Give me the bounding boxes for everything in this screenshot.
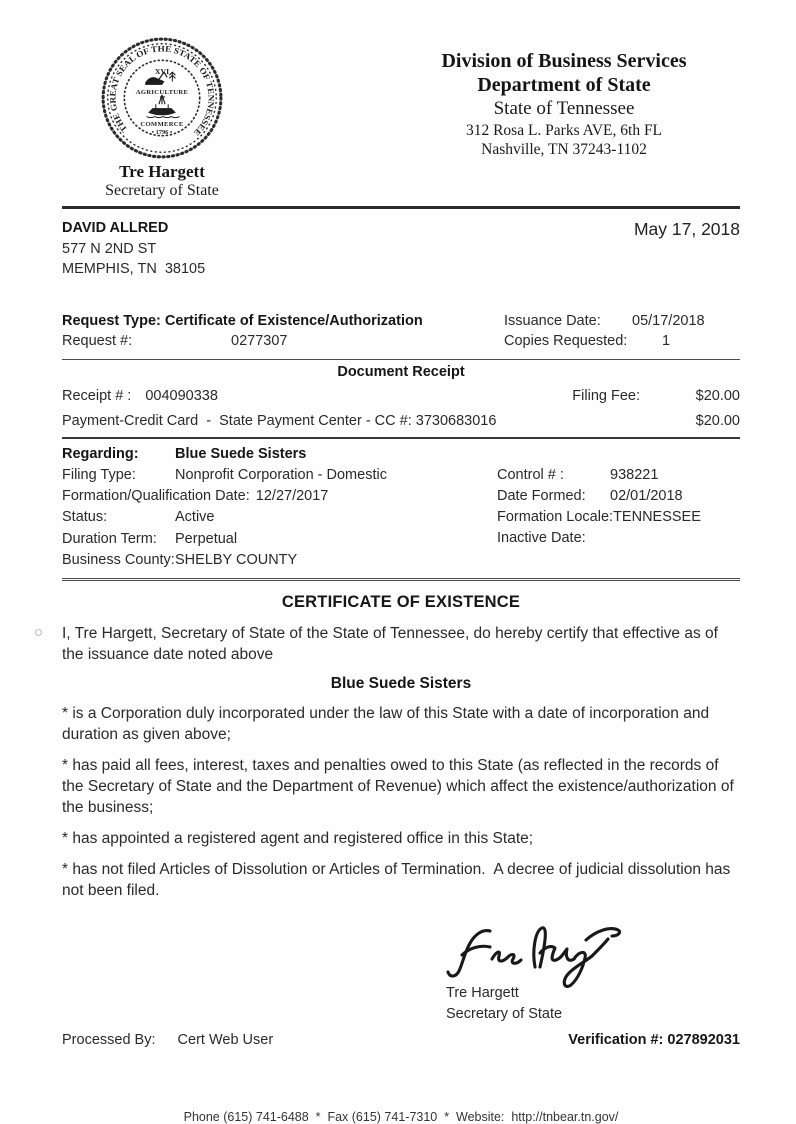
- entity-details: [62, 446, 740, 573]
- signer-name: Tre Hargett: [446, 985, 519, 1002]
- certificate-clause: * is a Corporation duly incorporated under the law of this State with a date of incorporation and duration as given above;: [62, 704, 714, 743]
- signer-title: Secretary of State: [446, 1006, 563, 1023]
- seal-year-label: • 1796 •: [151, 129, 173, 137]
- copies-requested-label: Copies Requested:: [504, 333, 628, 350]
- formation-date-value: 12/27/2017: [255, 488, 329, 505]
- processing-row: [62, 1032, 740, 1048]
- filing-type-value: Nonprofit Corporation - Domestic: [175, 467, 387, 484]
- processed-by-label: Processed By:: [62, 1032, 156, 1049]
- scan-speck-artifact: [35, 629, 42, 636]
- recipient-city: MEMPHIS, TN 38105: [62, 261, 206, 278]
- certificate-intro: I, Tre Hargett, Secretary of State of the State of Tennessee, do hereby certify that effective as of the issuance date noted above: [62, 625, 723, 664]
- formation-date-label: Formation/Qualification Date:: [62, 488, 250, 505]
- certificate-title: CERTIFICATE OF EXISTENCE: [281, 593, 521, 612]
- duration-term-label: Duration Term:: [62, 530, 157, 547]
- tennessee-state-seal-icon: [100, 36, 224, 160]
- issuance-date-label: Issuance Date:: [504, 312, 601, 329]
- formation-locale-label: Formation Locale:: [497, 509, 614, 526]
- document-receipt-title: Document Receipt: [337, 363, 465, 380]
- footer-contact-line: Phone (615) 741-6488 * Fax (615) 741-7310 * Website: http://tnbear.tn.gov/: [183, 1110, 619, 1124]
- recipient-date-row: [62, 218, 740, 280]
- agency-address-line1: 312 Rosa L. Parks AVE, 6th FL: [465, 121, 663, 139]
- receipt-rule: [62, 437, 740, 439]
- verification-number: Verification #: 027892031: [568, 1032, 740, 1049]
- entity-details-left: [62, 446, 497, 573]
- status-value: Active: [175, 509, 215, 526]
- signature-block: [446, 921, 698, 1025]
- duration-term-value: Perpetual: [175, 530, 238, 547]
- request-number-value: 0277307: [231, 333, 288, 350]
- certificate-clause: * has appointed a registered agent and registered office in this State;: [62, 830, 534, 848]
- request-type-label: Request Type:: [62, 312, 161, 329]
- control-number-label: Control # :: [497, 466, 564, 483]
- regarding-label: Regarding:: [62, 445, 139, 462]
- request-left-column: [62, 311, 504, 352]
- agency-address-line2: Nashville, TN 37243-1102: [481, 141, 647, 159]
- status-label: Status:: [62, 509, 108, 526]
- business-county-value: SHELBY COUNTY: [175, 551, 298, 568]
- receipt-number-value: 004090338: [145, 387, 218, 404]
- date-formed-label: Date Formed:: [497, 488, 586, 505]
- header-rule: [62, 206, 740, 209]
- request-type-value: Certificate of Existence/Authorization: [164, 312, 423, 329]
- certificate-clause: * has paid all fees, interest, taxes and penalties owed to this State (as reflected in the records of the Secretary of State and the Department of Revenue) which affect the existence/authorization of the business;: [62, 756, 739, 817]
- entity-details-right: [497, 446, 740, 573]
- seal-numeral: XVI: [154, 67, 170, 77]
- seal-agriculture-label: AGRICULTURE: [135, 88, 189, 96]
- certified-entity-name: Blue Suede Sisters: [330, 674, 472, 692]
- issuance-date-value: 05/17/2018: [632, 312, 705, 329]
- state-title: State of Tennessee: [493, 98, 635, 120]
- control-number-value: 938221: [610, 466, 659, 483]
- recipient-name: DAVID ALLRED: [62, 220, 169, 236]
- seal-commerce-label: COMMERCE: [140, 120, 184, 128]
- payment-row: [62, 413, 740, 429]
- request-number-label: Request #:: [62, 333, 133, 350]
- secretary-name: Tre Hargett: [119, 162, 205, 181]
- processed-by-value: Cert Web User: [177, 1032, 274, 1049]
- state-seal-block: [62, 34, 262, 200]
- request-summary: [62, 311, 740, 352]
- copies-requested-value: 1: [662, 333, 671, 350]
- inactive-date-label: Inactive Date:: [497, 530, 586, 547]
- date-formed-value: 02/01/2018: [610, 488, 683, 505]
- secretary-title: Secretary of State: [105, 182, 219, 199]
- letterhead: [62, 34, 740, 200]
- seal-wheat-graphic: [159, 95, 165, 104]
- filing-fee-label: Filing Fee:: [572, 387, 640, 404]
- department-title: Department of State: [477, 73, 651, 96]
- letter-date: May 17, 2018: [633, 219, 740, 239]
- processed-by: [62, 1032, 273, 1048]
- business-county-label: Business County:: [62, 551, 175, 568]
- filing-type-label: Filing Type:: [62, 467, 136, 484]
- filing-fee-value: $20.00: [695, 387, 740, 404]
- formation-locale-value: TENNESSEE: [613, 509, 701, 526]
- payment-amount: $20.00: [695, 412, 740, 429]
- receipt-number-row: [62, 388, 740, 404]
- payment-method: Payment-Credit Card - State Payment Center - CC #: 3730683016: [62, 412, 497, 429]
- receipt-number-label: Receipt # :: [62, 387, 132, 404]
- request-rule: [62, 359, 740, 360]
- regarding-entity-name: Blue Suede Sisters: [175, 445, 307, 462]
- division-title: Division of Business Services: [441, 50, 687, 72]
- recipient-street: 577 N 2ND ST: [62, 240, 157, 257]
- request-right-column: [504, 311, 740, 352]
- certificate-clause: * has not filed Articles of Dissolution or Articles of Termination. A decree of judicial dissolution has not been filed.: [62, 861, 735, 900]
- certificate-rule: [62, 578, 740, 581]
- agency-header: [388, 34, 740, 160]
- seal-ring-text: THE GREAT SEAL OF THE STATE OF TENNESSEE: [107, 43, 217, 138]
- recipient-address: [62, 218, 205, 280]
- seal-boat-graphic: [147, 104, 180, 117]
